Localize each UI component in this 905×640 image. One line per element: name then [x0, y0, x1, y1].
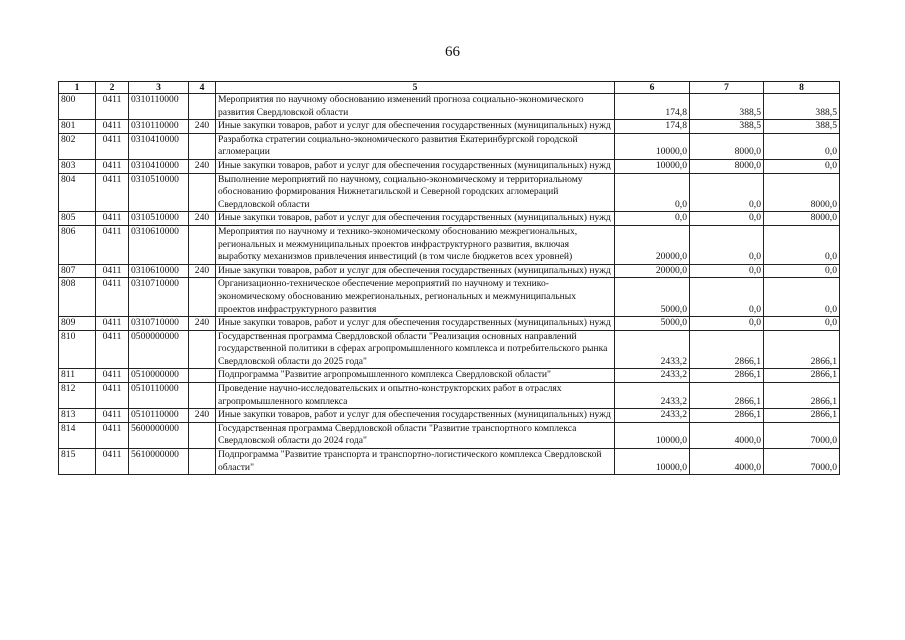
item-name: Подпрограмма "Развитие агропромышленного комплекса Свердловской области" [216, 369, 615, 383]
section-code: 0411 [96, 422, 129, 448]
row-number: 803 [59, 159, 96, 173]
expense-type-code [189, 449, 216, 475]
expense-type-code [189, 173, 216, 212]
header-col-5: 5 [216, 82, 615, 94]
header-col-7: 7 [690, 82, 764, 94]
expense-type-code [189, 133, 216, 159]
amount-year-3: 0,0 [764, 278, 840, 317]
table-row [59, 278, 840, 317]
table-row [59, 409, 840, 423]
expense-type-code: 240 [189, 317, 216, 331]
section-code: 0411 [96, 383, 129, 409]
amount-year-2: 0,0 [690, 225, 764, 264]
target-article-code: 0510000000 [129, 369, 189, 383]
target-article-code: 0310510000 [129, 173, 189, 212]
expense-type-code [189, 225, 216, 264]
expense-type-code [189, 383, 216, 409]
row-number: 815 [59, 449, 96, 475]
item-name: Иные закупки товаров, работ и услуг для обеспечения государственных (муниципальных) нужд [216, 212, 615, 226]
table-row [59, 120, 840, 134]
row-number: 814 [59, 422, 96, 448]
target-article-code: 0310110000 [129, 120, 189, 134]
expense-type-code: 240 [189, 264, 216, 278]
section-code: 0411 [96, 225, 129, 264]
section-code: 0411 [96, 369, 129, 383]
section-code: 0411 [96, 159, 129, 173]
amount-year-2: 0,0 [690, 278, 764, 317]
amount-year-1: 2433,2 [615, 330, 690, 369]
target-article-code: 0310610000 [129, 264, 189, 278]
target-article-code: 0310410000 [129, 159, 189, 173]
amount-year-3: 0,0 [764, 317, 840, 331]
header-col-1: 1 [59, 82, 96, 94]
row-number: 800 [59, 94, 96, 120]
table-row [59, 383, 840, 409]
row-number: 809 [59, 317, 96, 331]
amount-year-2: 388,5 [690, 120, 764, 134]
amount-year-3: 0,0 [764, 225, 840, 264]
amount-year-1: 2433,2 [615, 383, 690, 409]
table-row [59, 264, 840, 278]
target-article-code: 0310110000 [129, 94, 189, 120]
target-article-code: 0310410000 [129, 133, 189, 159]
expense-type-code [189, 330, 216, 369]
amount-year-3: 2866,1 [764, 330, 840, 369]
item-name: Иные закупки товаров, работ и услуг для обеспечения государственных (муниципальных) нужд [216, 159, 615, 173]
target-article-code: 0310710000 [129, 317, 189, 331]
amount-year-3: 2866,1 [764, 409, 840, 423]
amount-year-1: 174,8 [615, 120, 690, 134]
item-name: Организационно-техническое обеспечение мероприятий по научному и технико-экономическому обоснованию межрегиональных, региональных и межмуниципальных проектов инфраструктурного развития [216, 278, 615, 317]
amount-year-3: 7000,0 [764, 449, 840, 475]
table-row [59, 422, 840, 448]
expense-type-code [189, 278, 216, 317]
expense-type-code [189, 422, 216, 448]
amount-year-3: 8000,0 [764, 173, 840, 212]
item-name: Проведение научно-исследовательских и опытно-конструкторских работ в отраслях агропромышленного комплекса [216, 383, 615, 409]
target-article-code: 0510110000 [129, 409, 189, 423]
row-number: 805 [59, 212, 96, 226]
row-number: 807 [59, 264, 96, 278]
section-code: 0411 [96, 409, 129, 423]
table-row [59, 225, 840, 264]
item-name: Иные закупки товаров, работ и услуг для обеспечения государственных (муниципальных) нужд [216, 409, 615, 423]
table-row [59, 212, 840, 226]
header-col-4: 4 [189, 82, 216, 94]
amount-year-1: 10000,0 [615, 159, 690, 173]
expense-type-code: 240 [189, 409, 216, 423]
amount-year-2: 4000,0 [690, 449, 764, 475]
amount-year-1: 174,8 [615, 94, 690, 120]
expense-type-code [189, 94, 216, 120]
amount-year-1: 5000,0 [615, 278, 690, 317]
row-number: 811 [59, 369, 96, 383]
target-article-code: 0510110000 [129, 383, 189, 409]
amount-year-1: 10000,0 [615, 449, 690, 475]
amount-year-2: 388,5 [690, 94, 764, 120]
amount-year-1: 20000,0 [615, 225, 690, 264]
amount-year-3: 388,5 [764, 120, 840, 134]
row-number: 808 [59, 278, 96, 317]
amount-year-2: 2866,1 [690, 369, 764, 383]
item-name: Разработка стратегии социально-экономического развития Екатеринбургской городской агломерации [216, 133, 615, 159]
item-name: Мероприятия по научному и технико-экономическому обоснованию межрегиональных, региональных и межмуниципальных проектов инфраструктурного развития, включая выработку механизмов привлечения инвестиций (в том числе бюджетов всех уровней) [216, 225, 615, 264]
table-header-row [59, 82, 840, 94]
item-name: Выполнение мероприятий по научному, социально-экономическому и территориальному обоснованию формирования Нижнетагильской и Северной городских агломераций Свердловской области [216, 173, 615, 212]
row-number: 802 [59, 133, 96, 159]
table-row [59, 330, 840, 369]
amount-year-2: 8000,0 [690, 159, 764, 173]
amount-year-3: 0,0 [764, 133, 840, 159]
row-number: 804 [59, 173, 96, 212]
amount-year-3: 0,0 [764, 264, 840, 278]
item-name: Государственная программа Свердловской области "Развитие транспортного комплекса Свердловской области до 2024 года" [216, 422, 615, 448]
expense-type-code: 240 [189, 159, 216, 173]
table-row [59, 133, 840, 159]
amount-year-2: 0,0 [690, 264, 764, 278]
amount-year-1: 5000,0 [615, 317, 690, 331]
amount-year-1: 0,0 [615, 173, 690, 212]
page-number: 66 [445, 44, 460, 60]
row-number: 806 [59, 225, 96, 264]
header-col-2: 2 [96, 82, 129, 94]
table-row [59, 317, 840, 331]
header-col-8: 8 [764, 82, 840, 94]
section-code: 0411 [96, 133, 129, 159]
item-name: Иные закупки товаров, работ и услуг для обеспечения государственных (муниципальных) нужд [216, 317, 615, 331]
amount-year-3: 0,0 [764, 159, 840, 173]
section-code: 0411 [96, 264, 129, 278]
item-name: Иные закупки товаров, работ и услуг для обеспечения государственных (муниципальных) нужд [216, 120, 615, 134]
amount-year-3: 8000,0 [764, 212, 840, 226]
section-code: 0411 [96, 173, 129, 212]
expense-type-code: 240 [189, 120, 216, 134]
amount-year-2: 4000,0 [690, 422, 764, 448]
expense-type-code [189, 369, 216, 383]
target-article-code: 5600000000 [129, 422, 189, 448]
item-name: Государственная программа Свердловской области "Реализация основных направлений государственной политики в сферах агропромышленного комплекса и потребительского рынка Свердловской области до 2025 года" [216, 330, 615, 369]
amount-year-2: 0,0 [690, 173, 764, 212]
section-code: 0411 [96, 449, 129, 475]
target-article-code: 5610000000 [129, 449, 189, 475]
budget-table [58, 81, 840, 475]
expense-type-code: 240 [189, 212, 216, 226]
table-row [59, 449, 840, 475]
amount-year-2: 0,0 [690, 317, 764, 331]
section-code: 0411 [96, 120, 129, 134]
amount-year-1: 0,0 [615, 212, 690, 226]
table-row [59, 94, 840, 120]
row-number: 812 [59, 383, 96, 409]
amount-year-2: 2866,1 [690, 330, 764, 369]
amount-year-1: 10000,0 [615, 133, 690, 159]
section-code: 0411 [96, 317, 129, 331]
item-name: Подпрограмма "Развитие транспорта и транспортно-логистического комплекса Свердловской области" [216, 449, 615, 475]
amount-year-2: 8000,0 [690, 133, 764, 159]
row-number: 813 [59, 409, 96, 423]
amount-year-1: 10000,0 [615, 422, 690, 448]
amount-year-3: 388,5 [764, 94, 840, 120]
target-article-code: 0310510000 [129, 212, 189, 226]
target-article-code: 0500000000 [129, 330, 189, 369]
header-col-3: 3 [129, 82, 189, 94]
table-row [59, 173, 840, 212]
item-name: Мероприятия по научному обоснованию изменений прогноза социально-экономического развития Свердловской области [216, 94, 615, 120]
row-number: 810 [59, 330, 96, 369]
amount-year-2: 2866,1 [690, 383, 764, 409]
amount-year-3: 2866,1 [764, 369, 840, 383]
table-row [59, 159, 840, 173]
target-article-code: 0310610000 [129, 225, 189, 264]
table-row [59, 369, 840, 383]
section-code: 0411 [96, 212, 129, 226]
amount-year-1: 2433,2 [615, 409, 690, 423]
amount-year-2: 2866,1 [690, 409, 764, 423]
amount-year-1: 20000,0 [615, 264, 690, 278]
item-name: Иные закупки товаров, работ и услуг для обеспечения государственных (муниципальных) нужд [216, 264, 615, 278]
target-article-code: 0310710000 [129, 278, 189, 317]
row-number: 801 [59, 120, 96, 134]
amount-year-3: 2866,1 [764, 383, 840, 409]
amount-year-3: 7000,0 [764, 422, 840, 448]
section-code: 0411 [96, 278, 129, 317]
section-code: 0411 [96, 94, 129, 120]
section-code: 0411 [96, 330, 129, 369]
amount-year-2: 0,0 [690, 212, 764, 226]
amount-year-1: 2433,2 [615, 369, 690, 383]
header-col-6: 6 [615, 82, 690, 94]
